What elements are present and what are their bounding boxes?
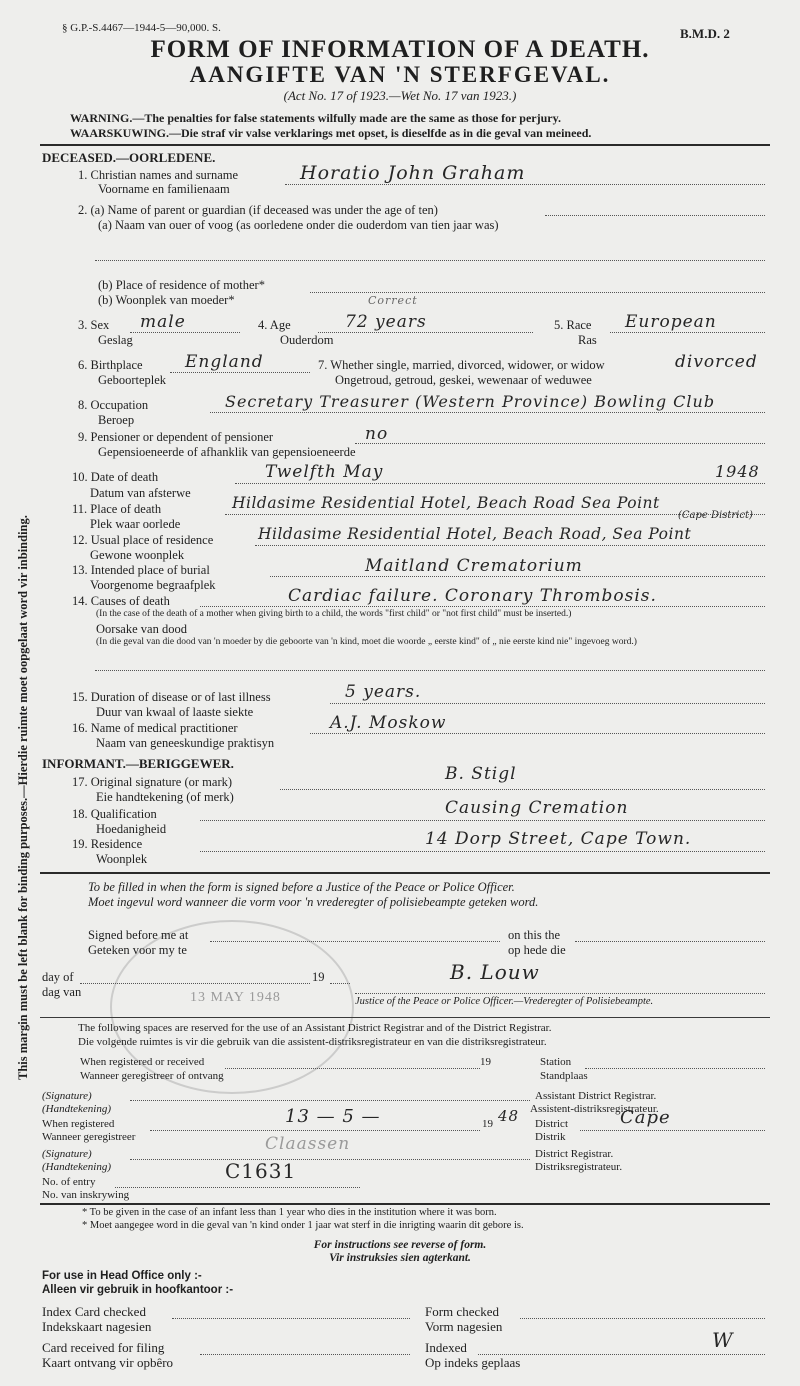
justice-signature-line xyxy=(355,993,765,994)
signed-label: Signed before me at xyxy=(88,928,189,942)
sex-line xyxy=(130,332,240,333)
informant-signature-line xyxy=(280,789,765,790)
duration-line xyxy=(330,703,765,704)
occupation-label: 8. Occupation xyxy=(78,398,149,412)
causes-note-af: (In die geval van die dood van 'n moeder by die geboorte van 'n kind, moet die woorde „ eerste kind" of „ nie eerste kind nie" ingevoeg word.) xyxy=(96,637,637,647)
indexed-label-af: Op indeks geplaas xyxy=(425,1355,521,1370)
entry-label-af: No. van inskrywing xyxy=(42,1189,130,1201)
race-line xyxy=(610,332,765,333)
practitioner-line xyxy=(310,733,765,734)
names-value: Horatio John Graham xyxy=(300,162,526,184)
day-label-af: dag van xyxy=(42,985,82,999)
usual-line xyxy=(255,545,765,546)
index-card-label-af: Indekskaart nagesien xyxy=(42,1319,152,1334)
district-value: Cape xyxy=(620,1107,671,1128)
informant-heading: INFORMANT.—BERIGGEWER. xyxy=(42,756,234,771)
act-reference: (Act No. 17 of 1923.—Wet No. 17 van 1923.) xyxy=(283,88,517,103)
birthplace-label: 6. Birthplace xyxy=(78,358,143,372)
station-label: Station xyxy=(540,1056,572,1068)
station-label-af: Standplaas xyxy=(540,1070,588,1082)
age-value: 72 years xyxy=(345,312,427,332)
names-label: 1. Christian names and surname xyxy=(78,168,239,182)
race-label: 5. Race xyxy=(554,318,592,332)
date-label: 10. Date of death xyxy=(72,470,159,484)
deceased-heading: DECEASED.—OORLEDENE. xyxy=(42,150,216,165)
print-code: § G.P.-S.4467—1944-5—90,000. S. xyxy=(62,22,221,34)
qualification-value: Causing Cremation xyxy=(445,798,629,818)
assistant-label-af: Assistent-distriksregistrateur. xyxy=(530,1103,659,1115)
age-line xyxy=(318,332,533,333)
birthplace-label-af: Geboorteplek xyxy=(98,373,167,387)
marital-value: divorced xyxy=(675,352,758,372)
signature-label: (Signature) xyxy=(42,1090,92,1102)
residence-mother-label: (b) Place of residence of mother* xyxy=(98,278,265,292)
form-checked-line xyxy=(520,1318,765,1319)
informant-signature-label-af: Eie handtekening (of merk) xyxy=(96,790,234,804)
indexed-initials: W xyxy=(712,1328,734,1352)
occupation-label-af: Beroep xyxy=(98,413,135,427)
registered-year-prefix: 19 xyxy=(482,1118,493,1130)
residence-line xyxy=(200,851,765,852)
parent-line xyxy=(545,215,765,216)
when-registered-label-af: Wanneer geregistreer xyxy=(42,1131,136,1143)
names-label-af: Voorname en familienaam xyxy=(98,182,230,196)
district-label: District xyxy=(535,1118,568,1130)
registrar-note-en: The following spaces are reserved for the use of an Assistant District Registrar and of the District Registrar. xyxy=(78,1022,552,1034)
informant-divider xyxy=(40,872,770,874)
sex-label-af: Geslag xyxy=(98,333,133,347)
district-line xyxy=(580,1130,765,1131)
burial-value: Maitland Crematorium xyxy=(365,556,583,576)
card-received-label-af: Kaart ontvang vir opbêro xyxy=(42,1355,174,1370)
birthplace-line xyxy=(170,372,310,373)
justice-note-af: Moet ingevul word wanneer die vorm voor 'n vrederegter of polisiebeampte geteken word. xyxy=(88,895,539,909)
informant-signature-value: B. Stigl xyxy=(445,764,517,784)
registrar-signature: Claassen xyxy=(265,1134,351,1154)
parent-label: 2. (a) Name of parent or guardian (if deceased was under the age of ten) xyxy=(78,203,438,217)
age-label: 4. Age xyxy=(258,318,291,332)
burial-label: 13. Intended place of burial xyxy=(72,563,210,577)
causes-label-af: Oorsake van dood xyxy=(96,622,187,636)
assistant-signature-line xyxy=(130,1100,530,1101)
this-label-af: op hede die xyxy=(508,943,566,957)
sex-value: male xyxy=(140,312,186,332)
district-label-af: Distrik xyxy=(535,1131,566,1143)
justice-note-en: To be filled in when the form is signed before a Justice of the Peace or Police Officer. xyxy=(88,880,515,894)
usual-value: Hildasime Residential Hotel, Beach Road, Sea Point xyxy=(258,525,692,543)
residence-label: 19. Residence xyxy=(72,837,143,851)
place-label: 11. Place of death xyxy=(72,502,162,516)
warning-af: WAARSKUWING.—Die straf vir valse verklarings met opset, is dieselfde as in die geval van meineed. xyxy=(70,126,592,140)
officer-caption: Justice of the Peace or Police Officer.—Vrederegter of Polisiebeampte. xyxy=(355,996,654,1007)
date-label-af: Datum van afsterwe xyxy=(90,486,191,500)
signature2-label: (Signature) xyxy=(42,1148,92,1160)
registered-line xyxy=(225,1068,480,1069)
when-registered-value: 13 — 5 — xyxy=(285,1106,381,1127)
district-registrar-label-af: Distriksregistrateur. xyxy=(535,1161,623,1173)
signed-label-af: Geteken voor my te xyxy=(88,943,187,957)
index-card-label: Index Card checked xyxy=(42,1304,146,1319)
signed-line xyxy=(210,941,500,942)
form-title-en: FORM OF INFORMATION OF A DEATH. xyxy=(150,36,650,63)
residence-mother-line xyxy=(310,292,765,293)
footnote-en: * To be given in the case of an infant less than 1 year who dies in the institution where it was born. xyxy=(82,1207,497,1218)
place-label-af: Plek waar oorlede xyxy=(90,517,181,531)
qualification-label: 18. Qualification xyxy=(72,807,157,821)
stamp-date: 13 MAY 1948 xyxy=(190,990,281,1005)
justice-year-prefix: 19 xyxy=(312,970,325,984)
place-note: (Cape District) xyxy=(678,510,753,521)
names-line xyxy=(285,184,765,185)
usual-label-af: Gewone woonplek xyxy=(90,548,185,562)
causes-label: 14. Causes of death xyxy=(72,594,170,608)
indexed-label: Indexed xyxy=(425,1340,467,1355)
card-received-line xyxy=(200,1354,410,1355)
causes-line xyxy=(200,606,765,607)
justice-year-line xyxy=(330,983,350,984)
parent-line-2 xyxy=(95,260,765,261)
informant-signature-label: 17. Original signature (or mark) xyxy=(72,775,233,789)
footnote-af: * Moet aangegee word in die geval van 'n kind onder 1 jaar wat sterf in die inrigting waarin dit gebore is. xyxy=(82,1220,524,1231)
this-line xyxy=(575,941,765,942)
district-registrar-label: District Registrar. xyxy=(535,1148,614,1160)
place-line xyxy=(225,514,765,515)
justice-divider xyxy=(40,1017,770,1018)
practitioner-label: 16. Name of medical practitioner xyxy=(72,721,238,735)
entry-label: No. of entry xyxy=(42,1176,96,1188)
form-title-af: AANGIFTE VAN 'N STERFGEVAL. xyxy=(189,62,611,87)
practitioner-value: A.J. Moskow xyxy=(330,713,447,733)
head-office-heading-en: For use in Head Office only :- xyxy=(42,1270,202,1282)
duration-label: 15. Duration of disease or of last illness xyxy=(72,690,271,704)
pensioner-label: 9. Pensioner or dependent of pensioner xyxy=(78,430,274,444)
causes-note-en: (In the case of the death of a mother when giving birth to a child, the words "first child" or "not first child" must be inserted.) xyxy=(96,609,572,619)
header-divider xyxy=(40,144,770,146)
qualification-label-af: Hoedanigheid xyxy=(96,822,167,836)
burial-label-af: Voorgenome begraafplek xyxy=(90,578,216,592)
registrar-note-af: Die volgende ruimtes is vir die gebruik van die assistent-distriksregistrateur en van die distriksregistrateur. xyxy=(78,1036,547,1048)
duration-label-af: Duur van kwaal of laaste siekte xyxy=(96,705,254,719)
usual-label: 12. Usual place of residence xyxy=(72,533,214,547)
justice-signature: B. Louw xyxy=(450,960,540,984)
district-registrar-signature-line xyxy=(130,1159,530,1160)
duration-value: 5 years. xyxy=(345,682,422,702)
day-label: day of xyxy=(42,970,74,984)
registrar-divider xyxy=(40,1203,770,1205)
race-label-af: Ras xyxy=(578,333,597,347)
date-value: Twelfth May xyxy=(265,462,384,482)
practitioner-label-af: Naam van geneeskundige praktisyn xyxy=(96,736,275,750)
card-received-label: Card received for filing xyxy=(42,1340,165,1355)
residence-mother-label-af: (b) Woonplek van moeder* xyxy=(98,293,235,307)
race-value: European xyxy=(625,312,717,332)
station-line xyxy=(585,1068,765,1069)
head-office-heading-af: Alleen vir gebruik in hoofkantoor :- xyxy=(42,1284,234,1296)
signature-label-af: (Handtekening) xyxy=(42,1103,112,1115)
index-card-line xyxy=(172,1318,410,1319)
pensioner-value: no xyxy=(365,424,389,444)
occupation-line xyxy=(210,412,765,413)
registrar-year-prefix: 19 xyxy=(480,1056,491,1068)
marital-label-af: Ongetroud, getroud, geskei, wewenaar of weduwee xyxy=(335,373,592,387)
qualification-line xyxy=(200,820,765,821)
form-checked-label-af: Vorm nagesien xyxy=(425,1319,503,1334)
warning-en: WARNING.—The penalties for false statements wilfully made are the same as those for perjury. xyxy=(70,111,561,125)
pensioner-line xyxy=(355,443,765,444)
instructions-af: Vir instruksies sien agterkant. xyxy=(329,1252,471,1264)
birthplace-value: England xyxy=(185,352,264,372)
parent-label-af: (a) Naam van ouer of voog (as oorledene onder die ouderdom van tien jaar was) xyxy=(98,218,499,232)
registered-label: When registered or received xyxy=(80,1056,205,1068)
date-line xyxy=(235,483,765,484)
form-code: B.M.D. 2 xyxy=(680,26,730,41)
day-line xyxy=(80,983,310,984)
causes-line-2 xyxy=(95,670,765,671)
when-registered-label: When registered xyxy=(42,1118,115,1130)
pensioner-label-af: Gepensioeneerde of afhanklik van gepensioeneerde xyxy=(98,445,356,459)
entry-value: C1631 xyxy=(225,1159,297,1183)
when-registered-line xyxy=(150,1130,480,1131)
place-value: Hildasime Residential Hotel, Beach Road Sea Point xyxy=(232,494,660,512)
indexed-line xyxy=(478,1354,765,1355)
this-label: on this the xyxy=(508,928,561,942)
causes-value: Cardiac failure. Coronary Thrombosis. xyxy=(288,586,657,606)
signature2-label-af: (Handtekening) xyxy=(42,1161,112,1173)
assistant-label: Assistant District Registrar. xyxy=(535,1090,657,1102)
registered-label-af: Wanneer geregistreer of ontvang xyxy=(80,1070,224,1082)
correct-note: Correct xyxy=(368,294,418,307)
form-checked-label: Form checked xyxy=(425,1304,500,1319)
sex-label: 3. Sex xyxy=(78,318,110,332)
burial-line xyxy=(270,576,765,577)
residence-value: 14 Dorp Street, Cape Town. xyxy=(425,829,692,849)
binding-margin-note: This margin must be left blank for binding purposes.—Hierdie ruimte moet oopgelaat word vir inbinding. xyxy=(16,515,30,1080)
date-year: 1948 xyxy=(715,462,760,481)
occupation-value: Secretary Treasurer (Western Province) Bowling Club xyxy=(225,392,716,411)
age-label-af: Ouderdom xyxy=(280,333,334,347)
instructions-en: For instructions see reverse of form. xyxy=(313,1239,487,1251)
marital-label: 7. Whether single, married, divorced, widower, or widow xyxy=(318,358,605,372)
entry-line xyxy=(115,1187,360,1188)
residence-label-af: Woonplek xyxy=(96,852,148,866)
when-registered-year: 48 xyxy=(498,1107,520,1125)
